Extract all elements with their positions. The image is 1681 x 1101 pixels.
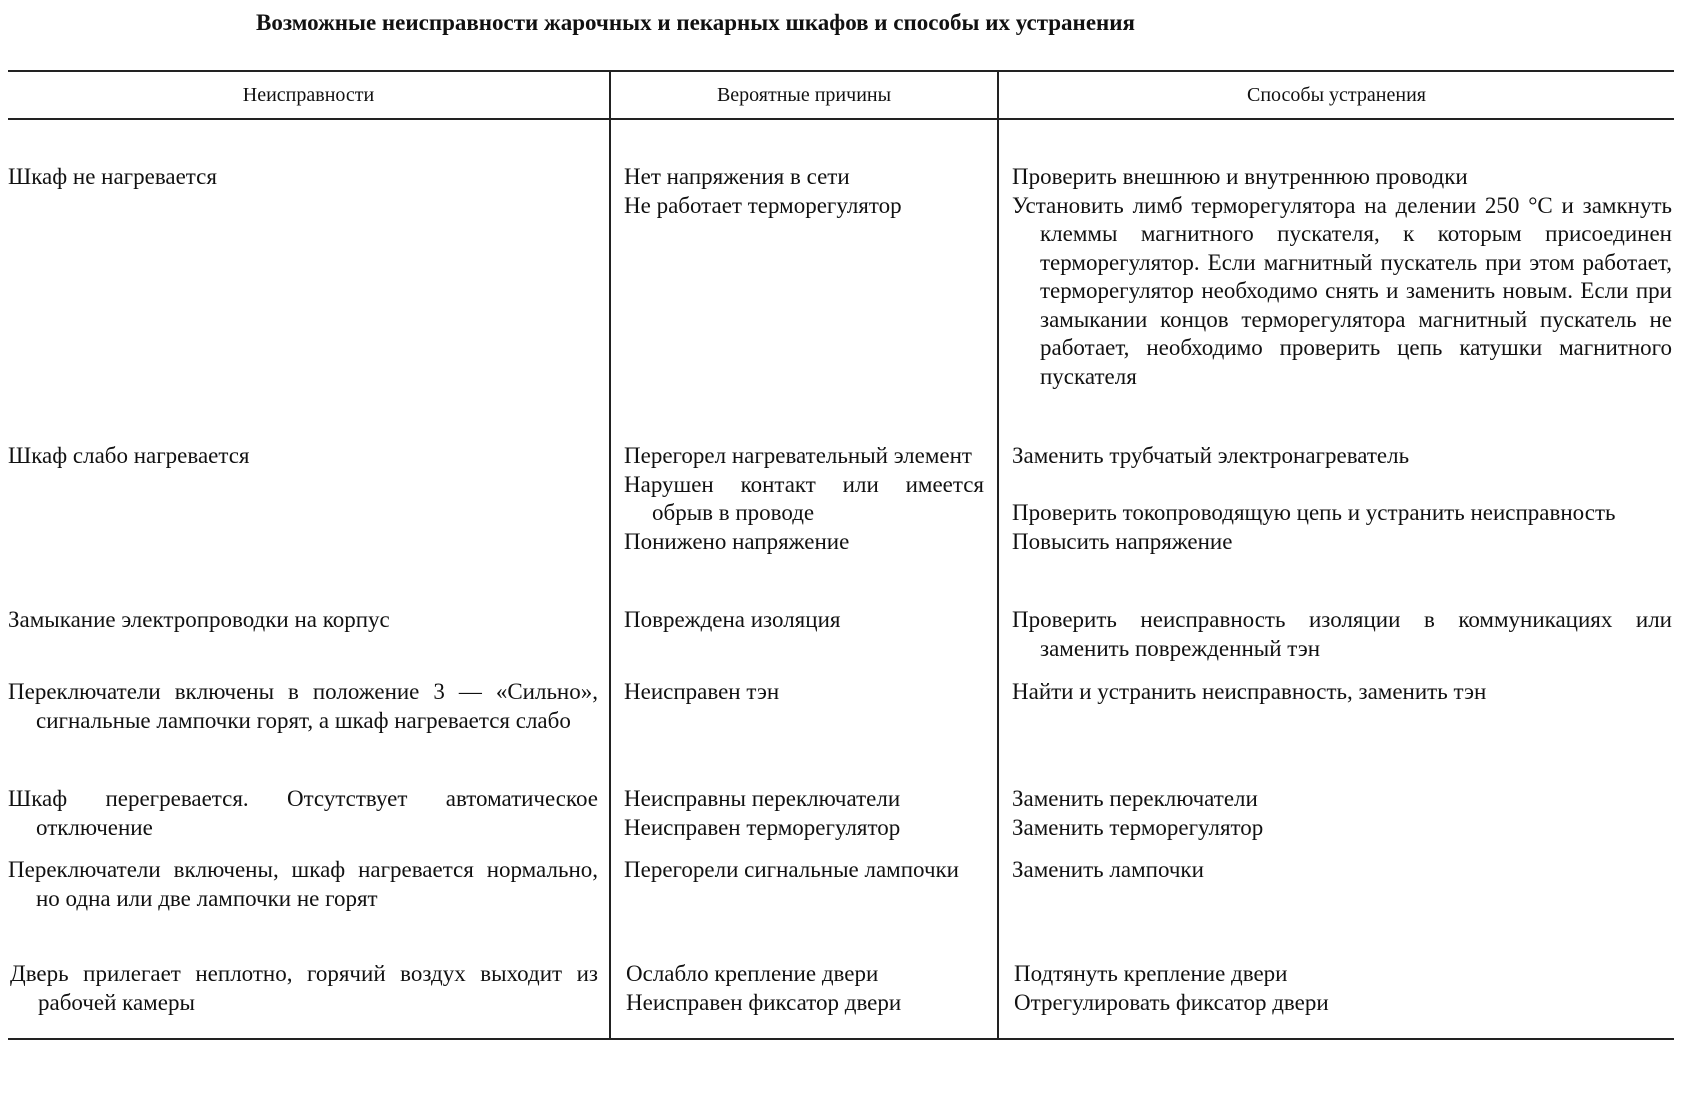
document-title: Возможные неисправности жарочных и пекарных шкафов и способы их устранения xyxy=(256,10,1135,35)
header-remedies: Способы устранения xyxy=(1247,84,1426,106)
cause-line: Неисправен тэн xyxy=(624,679,780,704)
fault-line: Шкаф перегревается. Отсутствует автоматическое отключение xyxy=(8,786,598,840)
table-row-4-causes xyxy=(624,678,984,707)
cause-line: Неисправен фиксатор двери xyxy=(626,989,902,1015)
table-row-1-fault xyxy=(8,163,598,192)
fault-line: Переключатели включены в положение 3 — «Сильно», сигнальные лампочки горят, а шкаф нагревается слабо xyxy=(8,679,598,733)
table-row-5-remedies xyxy=(1012,785,1672,842)
remedy-line: Заменить лампочки xyxy=(1012,857,1204,882)
remedy-line: Заменить терморегулятор xyxy=(1012,814,1264,840)
table-row-4-fault xyxy=(8,678,598,735)
table-row-7-causes xyxy=(626,960,986,1017)
table-row-4-remedies xyxy=(1012,678,1672,707)
remedy-line: Заменить трубчатый электронагреватель xyxy=(1012,443,1410,468)
fault-line: Дверь прилегает неплотно, горячий воздух выходит из рабочей камеры xyxy=(10,961,598,1015)
table-row-5-causes xyxy=(624,785,984,842)
column-divider-1 xyxy=(609,72,611,1040)
table-row-6-causes xyxy=(624,856,984,885)
remedy-line: Подтянуть крепление двери xyxy=(1014,961,1288,986)
cause-line: Ослабло крепление двери xyxy=(626,961,879,986)
cause-line: Понижено напряжение xyxy=(624,528,850,554)
fault-line: Шкаф не нагревается xyxy=(8,164,217,189)
remedy-line: Проверить неисправность изоляции в коммуникациях или заменить поврежденный тэн xyxy=(1012,607,1672,661)
cause-line: Нет напряжения в сети xyxy=(624,164,850,189)
column-divider-2 xyxy=(997,72,999,1040)
remedy-line: Проверить внешнюю и внутреннюю проводки xyxy=(1012,164,1468,189)
table-row-5-fault xyxy=(8,785,598,842)
table-row-2-fault xyxy=(8,442,598,471)
table-row-3-fault xyxy=(8,606,598,635)
cause-line: Повреждена изоляция xyxy=(624,607,841,632)
table-row-1-remedies xyxy=(1012,163,1672,391)
remedy-line: Отрегулировать фиксатор двери xyxy=(1014,989,1329,1015)
cause-line: Неисправен терморегулятор xyxy=(624,814,901,840)
fault-line: Замыкание электропроводки на корпус xyxy=(8,607,390,632)
remedy-line: Установить лимб терморегулятора на делении 250 °С и замкнуть клеммы магнитного пускателя, к которым присоединен терморегулятор. Если магнитный пускатель при этом работает, терморегулятор необходимо снять и заменить новым. Если при замыкании концов терморегулятора магнитный пускатель не работает, необходимо проверить цепь катушки магнитного пускателя xyxy=(1012,192,1672,389)
cause-line: Нарушен контакт или имеется обрыв в проводе xyxy=(624,471,984,525)
table-row-3-remedies xyxy=(1012,606,1672,663)
remedy-line: Найти и устранить неисправность, заменить тэн xyxy=(1012,679,1487,704)
remedy-line: Повысить напряжение xyxy=(1012,528,1233,554)
cause-line: Перегорели сигнальные лампочки xyxy=(624,857,959,882)
fault-line: Шкаф слабо нагревается xyxy=(8,443,250,468)
header-faults: Неисправности xyxy=(242,84,375,106)
table-row-1-causes xyxy=(624,163,984,220)
remedy-line: Заменить переключатели xyxy=(1012,786,1258,811)
header-causes: Вероятные причины xyxy=(716,84,892,106)
cause-line: Неисправны переключатели xyxy=(624,786,901,811)
table-row-2-remedies xyxy=(1012,442,1672,556)
table-top-rule xyxy=(8,70,1674,72)
table-row-6-fault xyxy=(8,856,598,913)
table-row-7-remedies xyxy=(1014,960,1672,1017)
table-row-6-remedies xyxy=(1012,856,1672,885)
header-bottom-rule xyxy=(8,118,1674,120)
cause-line: Перегорел нагревательный элемент xyxy=(624,443,972,468)
fault-line: Переключатели включены, шкаф нагревается нормально, но одна или две лампочки не горят xyxy=(8,857,598,911)
table-row-3-causes xyxy=(624,606,984,635)
table-row-7-fault xyxy=(10,960,598,1017)
cause-line: Не работает терморегулятор xyxy=(624,192,902,218)
remedy-line: Проверить токопроводящую цепь и устранить неисправность xyxy=(1012,500,1616,525)
table-bottom-rule xyxy=(8,1038,1674,1040)
table-row-2-causes xyxy=(624,442,984,556)
